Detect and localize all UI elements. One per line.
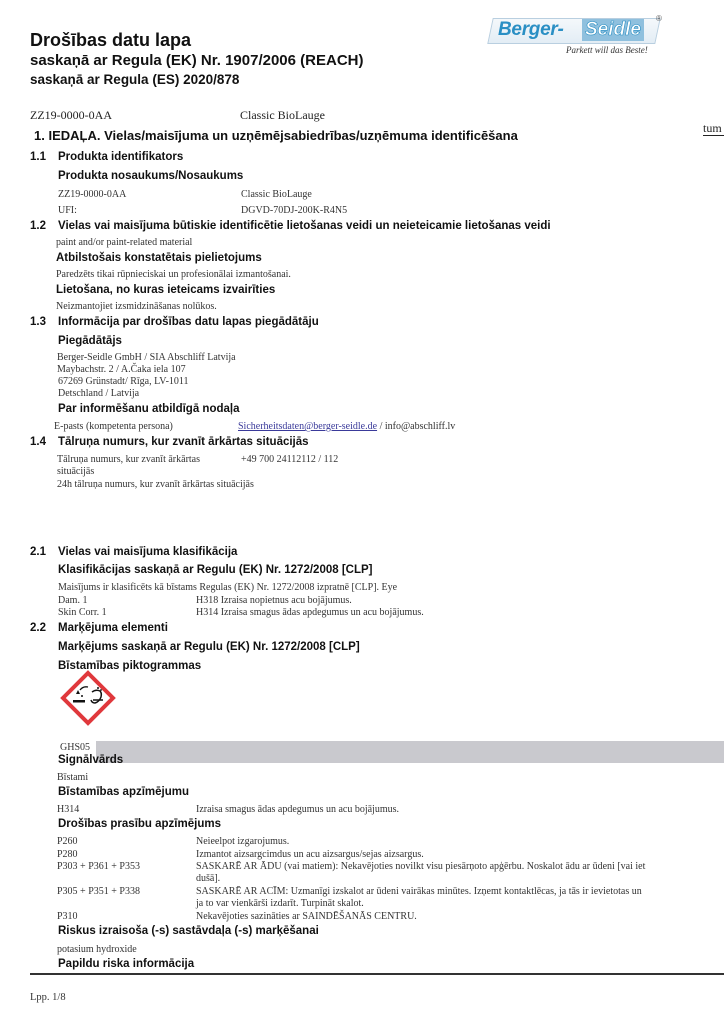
section-2-1-number: 2.1	[30, 546, 46, 558]
responsible-department-heading: Par informēšanu atbildīgā nodaļa	[58, 403, 240, 415]
section-1-1-title: Produkta identifikators	[58, 151, 184, 163]
corrosion-icon	[60, 670, 116, 726]
product-id-label: ZZ19-0000-0AA	[58, 189, 127, 200]
supplier-address-line: 67269 Grünstadt/ Rīga, LV-1011	[58, 376, 189, 387]
supplier-heading: Piegādātājs	[58, 335, 122, 347]
section-1-2-title: Vielas vai maisījuma būtiskie identificētie lietošanas veidi un neieteicamie lietošanas veidi	[58, 220, 551, 232]
emergency-24h-label: 24h tālruņa numurs, kur zvanīt ārkārtas situācijās	[57, 479, 254, 490]
precaution-code: P310	[57, 911, 78, 922]
section-1-4-number: 1.4	[30, 436, 46, 448]
section-2-2-number: 2.2	[30, 622, 46, 634]
hazard-class-statement: H318 Izraisa nopietnus acu bojājumus.	[196, 595, 352, 606]
product-name-heading: Produkta nosaukums/Nosaukums	[58, 170, 244, 182]
identified-use-text: Paredzēts tikai rūpnieciskai un profesionālai izmantošanai.	[56, 269, 291, 280]
precaution-text-cont: ja to var vienkārši izdarīt. Turpināt skalot.	[196, 898, 364, 909]
section-1-title: 1. IEDAĻA. Vielas/maisījuma un uzņēmējsabiedrības/uzņēmuma identificēšana	[34, 128, 518, 143]
margin-note: tum	[703, 121, 722, 135]
pictogram-code: GHS05	[60, 742, 91, 753]
identified-use-heading: Atbilstošais konstatētais pielietojums	[56, 252, 262, 264]
signal-word: Bīstami	[57, 772, 89, 783]
document-subtitle-regulation: saskaņā ar Regula (ES) 2020/878	[30, 72, 240, 87]
document-subtitle-reach: saskaņā ar Regula (EK) Nr. 1907/2006 (REACH)	[30, 52, 364, 69]
email-secondary: / info@abschliff.lv	[377, 421, 456, 432]
precaution-code: P303 + P361 + P353	[57, 861, 140, 872]
precaution-code: P280	[57, 849, 78, 860]
email-contact	[238, 421, 455, 432]
labelling-heading: Marķējums saskaņā ar Regulu (EK) Nr. 1272/2008 [CLP]	[58, 641, 360, 653]
precaution-text: Izmantot aizsargcimdus un acu aizsargus/sejas aizsargus.	[196, 849, 424, 860]
section-2-1-title: Vielas vai maisījuma klasifikācija	[58, 546, 238, 558]
precaution-text: SASKARĒ AR ACĪM: Uzmanīgi izskalot ar ūdeni vairākas minūtes. Izņemt kontaktlēcas, ja tās ir ievietotas un	[196, 886, 642, 897]
precaution-code: P305 + P351 + P338	[57, 886, 140, 897]
document-title: Drošības datu lapa	[30, 30, 192, 50]
emergency-phone-number: +49 700 24112112 / 112	[241, 454, 339, 465]
precautionary-statements-heading: Drošības prasību apzīmējums	[58, 818, 221, 830]
margin-note-underline	[703, 135, 724, 136]
uses-to-avoid-text: Neizmantojiet izsmidzināšanas nolūkos.	[56, 301, 217, 312]
section-1-3-title: Informācija par drošības datu lapas piegādātāju	[58, 316, 319, 328]
logo-brand-berger: Berger-	[498, 19, 564, 40]
company-logo	[484, 14, 670, 64]
hazard-text: Izraisa smagus ādas apdegumus un acu bojājumus.	[196, 804, 400, 815]
hazard-class-statement: H314 Izraisa smagus ādas apdegumus un acu bojājumus.	[196, 607, 424, 618]
supplier-address-line: Maybachstr. 2 / A.Čaka iela 107	[57, 364, 186, 375]
footer-divider	[30, 973, 724, 975]
logo-tagline: Parkett will das Beste!	[566, 45, 648, 55]
precaution-text: SASKARĒ AR ĀDU (vai matiem): Nekavējoties novilkt visu piesārņoto apģērbu. Noskalot ādu ar ūdeni [vai iet	[196, 861, 646, 872]
pictograms-heading: Bīstamības piktogrammas	[58, 660, 202, 672]
hazardous-components-text: potasium hydroxide	[57, 944, 137, 955]
precaution-text: Neieelpot izgarojumus.	[196, 836, 290, 847]
page-number: Lpp. 1/8	[30, 992, 66, 1003]
use-description: paint and/or paint-related material	[56, 237, 193, 248]
hazard-class-label: Dam. 1	[58, 595, 88, 606]
emergency-phone-label: Tālruņa numurs, kur zvanīt ārkārtas	[57, 454, 201, 465]
section-2-2-title: Marķējuma elementi	[58, 622, 168, 634]
precaution-text: Nekavējoties sazināties ar SAINDĒŠANĀS CENTRU.	[196, 911, 417, 922]
product-name: Classic BioLauge	[240, 108, 325, 122]
supplemental-hazard-heading: Papildu riska informācija	[58, 958, 195, 970]
ufi-label: UFI:	[58, 205, 77, 216]
hazard-statements-heading: Bīstamības apzīmējumu	[58, 786, 190, 798]
section-1-2-number: 1.2	[30, 220, 46, 232]
email-link[interactable]: Sicherheitsdaten@berger-seidle.de	[238, 421, 378, 432]
section-1-4-title: Tālruņa numurs, kur zvanīt ārkārtas situācijās	[58, 436, 309, 448]
logo-brand-seidle: Seidle	[582, 19, 644, 41]
supplier-address-line: Detschland / Latvija	[58, 388, 140, 399]
emergency-phone-label-cont: situācijās	[57, 466, 95, 477]
hazard-class-label: Skin Corr. 1	[58, 607, 107, 618]
ufi-value: DGVD-70DJ-200K-R4N5	[241, 205, 348, 216]
pictogram-label-band	[96, 741, 724, 763]
product-code: ZZ19-0000-0AA	[30, 108, 112, 122]
precaution-text-cont: dušā].	[196, 873, 221, 884]
supplier-address-line: Berger-Seidle GmbH / SIA Abschliff Latvija	[57, 352, 236, 363]
hazardous-components-heading: Riskus izraisoša (-s) sastāvdaļa (-s) marķēšanai	[58, 925, 319, 937]
email-label: E-pasts (kompetenta persona)	[54, 421, 173, 432]
signal-word-heading: Signālvārds	[58, 754, 124, 766]
section-1-1-number: 1.1	[30, 151, 46, 163]
registered-mark: ®	[656, 14, 662, 23]
clp-classification-text: Maisījums ir klasificēts kā bīstams Regulas (EK) Nr. 1272/2008 izpratnē [CLP]. Eye	[58, 582, 398, 593]
hazard-code: H314	[57, 804, 80, 815]
precaution-code: P260	[57, 836, 78, 847]
section-1-3-number: 1.3	[30, 316, 46, 328]
clp-classification-heading: Klasifikācijas saskaņā ar Regulu (EK) Nr. 1272/2008 [CLP]	[58, 564, 373, 576]
product-id-value: Classic BioLauge	[241, 189, 312, 200]
uses-to-avoid-heading: Lietošana, no kuras ieteicams izvairīties	[56, 284, 276, 296]
